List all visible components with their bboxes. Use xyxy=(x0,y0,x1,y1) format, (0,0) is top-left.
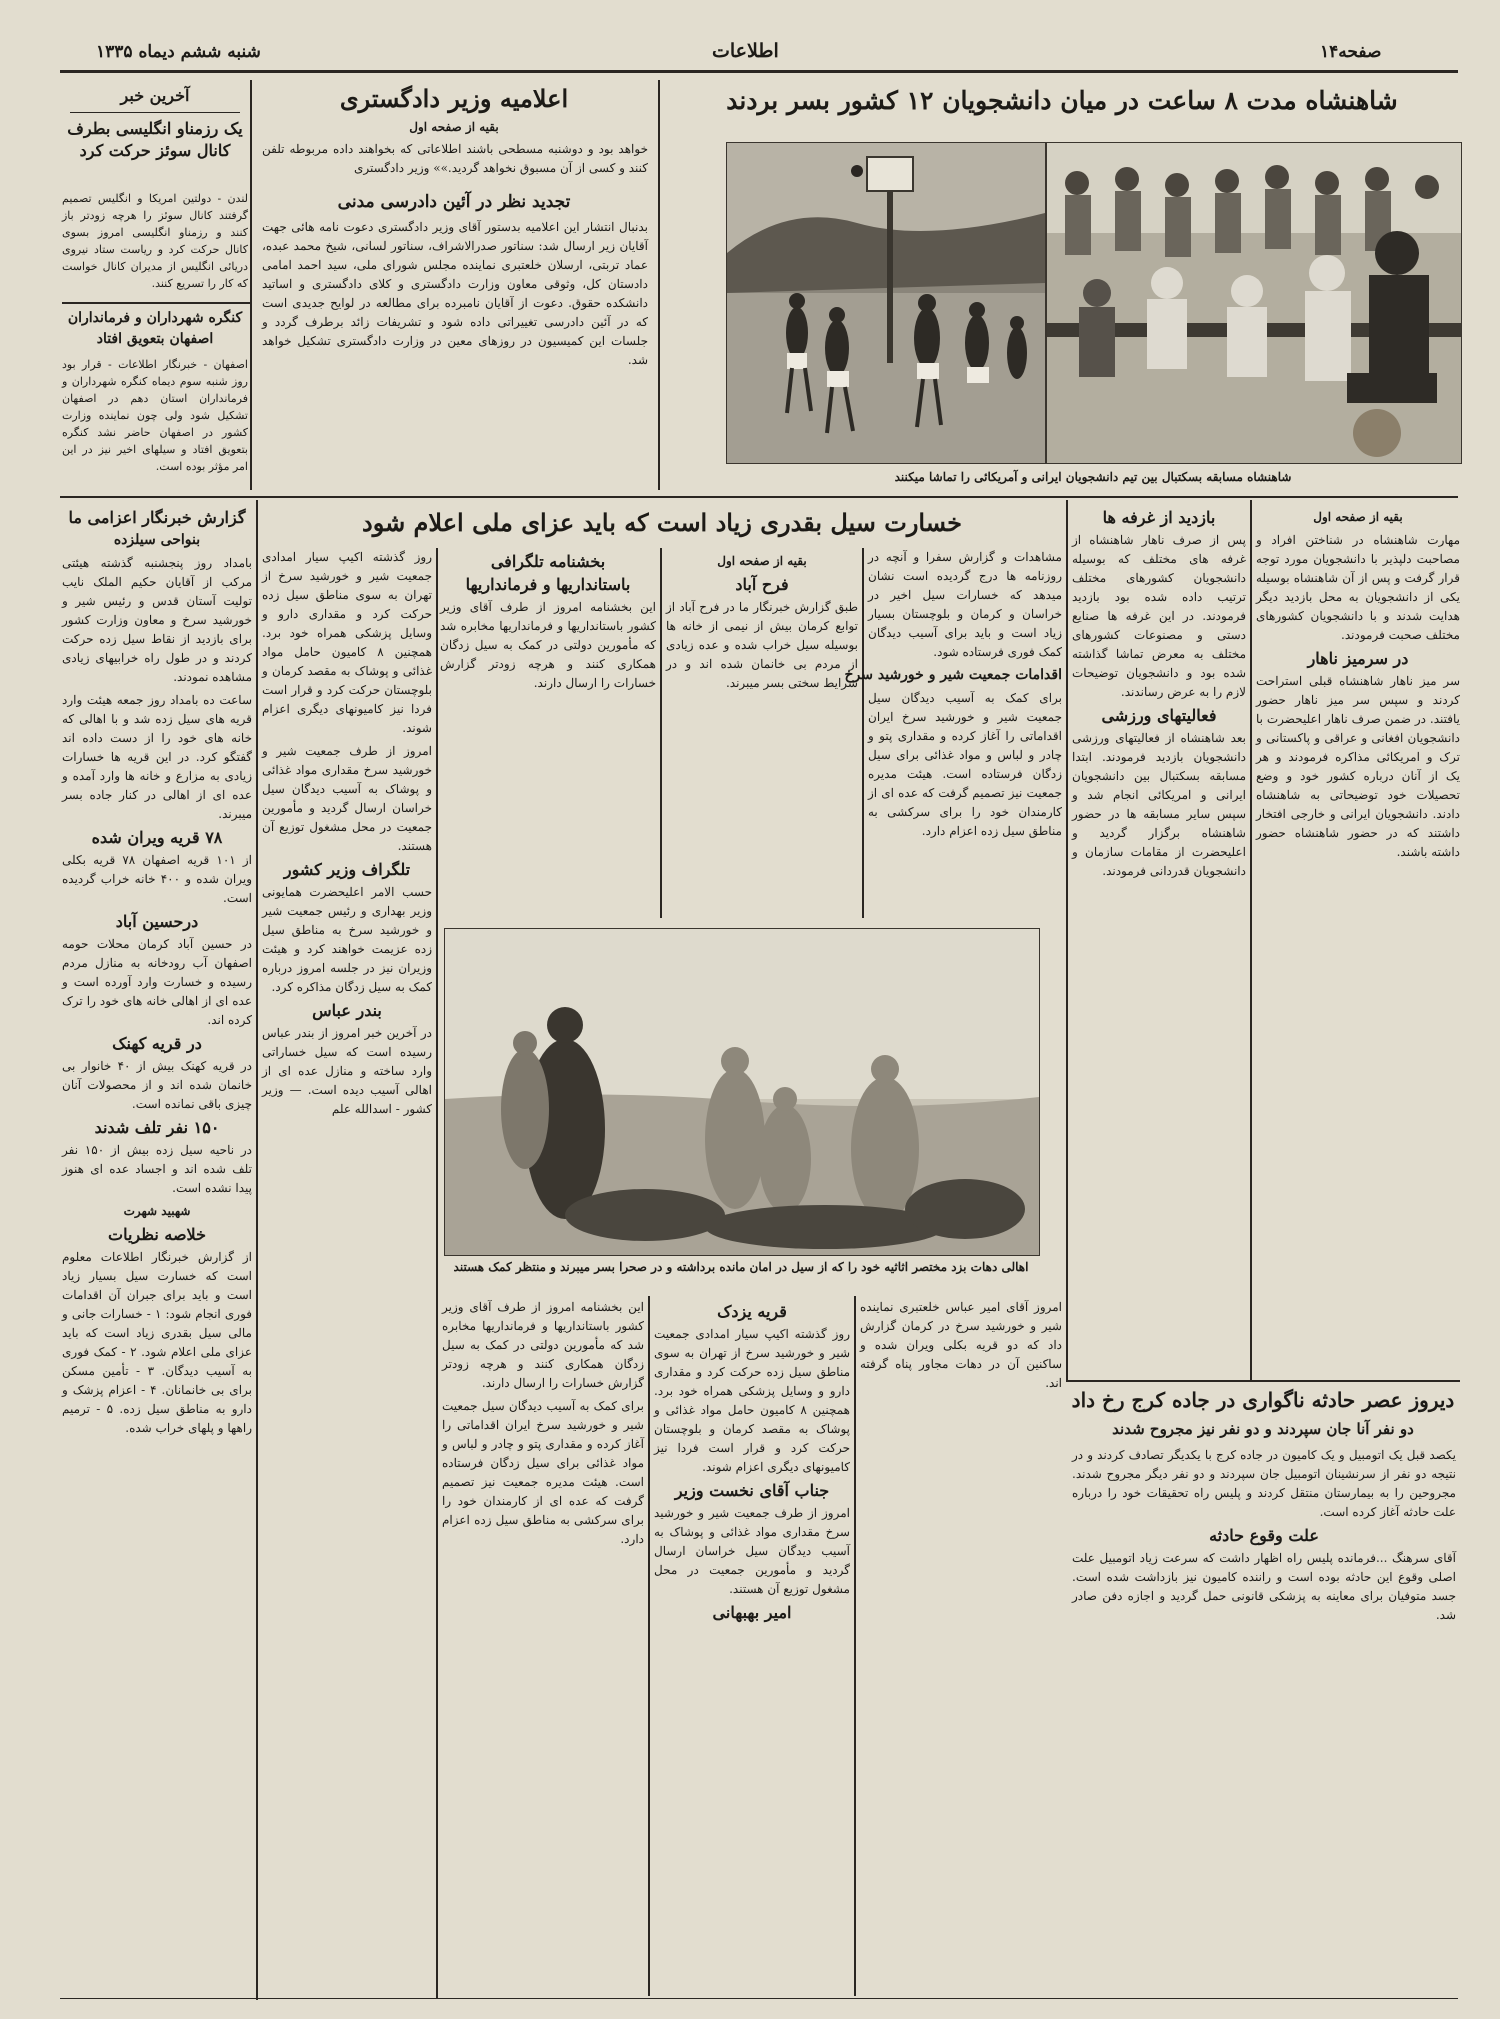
flood-col-3 xyxy=(440,548,656,916)
column-rule xyxy=(862,548,864,918)
flood-body2: طبق گزارش خبرنگار ما در فرح آباد از توابع کرمان بیش از نیمی از خانه ها بوسیله سیل خراب شده و عده زیادی از مردم بی خانمان شده اند و در شرایط سختی بسر میبرند. xyxy=(666,600,858,690)
red-lion-subhead: اقدامات جمعیت شیر و خورشید سرخ xyxy=(844,667,1062,683)
pm-subhead: جناب آقای نخست وزیر xyxy=(674,1481,830,1500)
flood-photo-caption: اهالی دهات بزد مختصر اثاثیه خود را که از سیل در امان مانده برداشته و در صحرا بسر میبرند و منتظر کمک هستند xyxy=(453,1260,1029,1274)
shah-headline: شاهنشاه مدت ۸ ساعت در میان دانشجویان ۱۲ کشور بسر بردند xyxy=(726,86,1398,115)
circular-subhead: بخشنامه تلگرافی xyxy=(490,552,606,571)
reporter-body2: ساعت ده بامداد روز جمعه هیئت وارد قریه های سیل زده شد و با اهالی که خانه های خود را از دست داده اند گفتگو کرد. در این قریه ها خسارات زیادی به مزارع و خانه ها وارد آمده و عده ای از اهالی در کنار جاده بسر میبرند. xyxy=(62,693,252,821)
column-rule xyxy=(1066,500,1068,1380)
yazdak-subhead: قریه یزدک xyxy=(717,1302,787,1321)
reporter-body5: در قریه کهنک بیش از ۴۰ خانوار بی خانمان شده اند و از محصولات آنان چیزی باقی نمانده است. xyxy=(62,1059,252,1111)
column-rule xyxy=(660,548,662,918)
accident-subhead: دو نفر آنا جان سپردند و دو نفر نیز مجروح شدند xyxy=(1112,1420,1414,1438)
column-rule xyxy=(1250,500,1252,1380)
governors-subhead: باستانداریها و فرمانداریها xyxy=(465,575,631,594)
flood-col-2 xyxy=(666,548,858,916)
shah-body3: پس از صرف ناهار شاهنشاه از غرفه های مختلف که بوسیله دانشجویان کشورهای مختلف ترتیب داده شده بود بازدید فرمودند. در این غرفه ها صنایع دستی و مصنوعات کشورهای مختلف به معرض تماشا گذاشته شده بود و دانشجویان توضیحات لازم را به عرض رساندند. xyxy=(1072,533,1246,699)
villages-ruined-subhead: ۷۸ قریه ویران شده xyxy=(91,828,223,847)
summary-subhead: خلاصه نظریات xyxy=(108,1225,206,1244)
issue-date: شنبه ششم دیماه ۱۳۳۵ xyxy=(96,42,261,62)
reporter-subhead: بنواحی سیلزده xyxy=(113,532,201,548)
column-rule xyxy=(256,500,258,2000)
flood-body3-repeat: این بخشنامه امروز از طرف آقای وزیر کشور باستانداریها و فرمانداریها مخابره شد که مأمورین دولتی در کمک به سیل زدگان همکاری کنند و هرچه زودتر گزارش خسارات را ارسال دارند. xyxy=(442,1300,644,1390)
flood-body3: این بخشنامه امروز از طرف آقای وزیر کشور باستانداریها و فرمانداریها مخابره شد که مأمورین دولتی در کمک به سیل زدگان همکاری کنند و هرچه زودتر گزارش خسارات را ارسال دارند. xyxy=(440,600,656,690)
masthead-rule xyxy=(60,70,1458,73)
latest-news-body: لندن - دولتین امریکا و انگلیس تصمیم گرفتند کانال سوئز را هرچه زودتر باز کنند و رزمناو انگلیسی امروز بسوی کانال حرکت کرد و ریاست ستاد نیروی دریائی انگلیس از مدیران کانال خواست که کار را تسریع کنند. xyxy=(62,192,248,290)
justice-headline: اعلامیه وزیر دادگستری xyxy=(339,84,569,113)
justice-subhead: تجدید نظر در آئین دادرسی مدنی xyxy=(337,192,571,212)
accident-body: یکصد قبل یک اتومبیل و یک کامیون در جاده کرج با یکدیگر تصادف کردند و در نتیجه دو نفر از سرنشینان اتومبیل جان سپردند و دو نفر دیگر مجروح شدند. مجروحین را به بیمارستان منتقل کردند و پلیس راه تحقیقات خود را درباره علت حادثه آغاز کرده است. xyxy=(1072,1448,1456,1519)
flood-intro: مشاهدات و گزارش سفرا و آنچه در روزنامه ها درج گردیده است نشان میدهد که خسارات سیل اخیر در خراسان و کرمان و بلوچستان بسیار زیاد است و باید برای آسیب دیدگان کمک فوری فرستاده شود. xyxy=(868,550,1062,659)
shah-col-right xyxy=(1256,504,1460,1376)
bandar-abbas-subhead: بندر عباس xyxy=(312,1001,382,1020)
shah-subhead-booths: بازدید از غرفه ها xyxy=(1102,508,1216,527)
shah-body2: سر میز ناهار شاهنشاه قبلی استراحت کردند و سپس سر میز ناهار حضور یافتند. در ضمن صرف ناهار اعلیحضرت با دانشجویان افغانی و عراقی و پاکستانی و ترک و امریکائی مذاکره فرمودند و هر یک از آنان درباره کشور خود و وضع تحصیلات خود توضیحاتی به شاهنشاه دادند. دانشجویان ایرانی و خارجی افتخار داشتند که در حضور شاهنشاه حضور داشته باشند. xyxy=(1256,674,1460,859)
column-rule xyxy=(658,80,660,490)
flood-body5: امروز از طرف جمعیت شیر و خورشید سرخ مقداری مواد غذائی و پوشاک به آسیب دیدگان سیل خراسان ارسال گردید و مأمورین جمعیت در محل مشغول توزیع آن هستند. xyxy=(262,744,432,853)
page-number: صفحه۱۴ xyxy=(1320,42,1382,62)
column-rule xyxy=(854,1296,856,1996)
column-rule xyxy=(250,80,252,490)
flood-body4: روز گذشته اکیپ سیار امدادی جمعیت شیر و خورشید سرخ از تهران به سوی مناطق سیل زده حرکت کرد و مقداری دارو و وسایل پزشکی همراه خود برد. همچنین ۸ کامیون حامل مواد غذائی و پوشاک به مقصد کرمان و بلوچستان حرکت کرد و قرار است فردا نیز کامیونهای دیگری اعزام شوند. xyxy=(262,550,432,735)
hosseinabad-subhead: درحسین آباد xyxy=(115,912,199,931)
column-rule xyxy=(436,548,438,1998)
bottom-rule xyxy=(60,1998,1458,1999)
reporter-headline: گزارش خبرنگار اعزامی ما xyxy=(68,508,246,527)
continued-label: بقیه از صفحه اول xyxy=(1313,510,1403,524)
kohnak-subhead: در قریه کهنک xyxy=(112,1034,202,1053)
accident-headline: دیروز عصر حادثه ناگواری در جاده کرج رخ داد xyxy=(1071,1388,1455,1412)
flood-body7: حسب الامر اعلیحضرت همایونی وزیر بهداری و رئیس جمعیت شیر و خورشید سرخ به مناطق سیل زده عزیمت خواهند کرد و هیئت وزیران نیز در جلسه امروز درباره کمک به سیل زدگان مذاکره کرد. xyxy=(262,885,432,994)
casualties-subhead: ۱۵۰ نفر تلف شدند xyxy=(94,1118,220,1137)
flood-col-1 xyxy=(844,548,1062,916)
shah-watching-photo xyxy=(1046,142,1462,464)
newspaper-name: اطلاعات xyxy=(712,40,779,62)
accident-body-column xyxy=(1072,1446,1456,1986)
basketball-photo xyxy=(726,142,1046,464)
reporter-body6: در ناحیه سیل زده بیش از ۱۵۰ نفر تلف شده اند و اجساد عده ای هنوز پیدا نشده است. xyxy=(62,1143,252,1195)
shah-subhead-lunch: در سرمیز ناهار xyxy=(1307,649,1409,668)
shah-body: مهارت شاهنشاه در شناختن افراد و مصاحبت دلپذیر با دانشجویان مورد توجه قرار گرفت و پس از آن شاهنشاه بوسیله یکی از دانشجویان به محل بازدید دیگر هدایت شدند و با دانشجویان کشورهای مختلف صحبت فرمودند. xyxy=(1256,533,1460,642)
flood-body1-repeat: برای کمک به آسیب دیدگان سیل جمعیت شیر و خورشید سرخ ایران اقداماتی را آغاز کرده و مقداری پتو و چادر و لباس و مواد غذائی برای سیل زدگان فرستاده است. هیئت مدیره جمعیت نیز تصمیم گرفت که عده ای از کارمندان خود را برای سرکشی به مناطق سیل زده اعزام دارد. xyxy=(442,1399,644,1546)
flood-body1: برای کمک به آسیب دیدگان سیل جمعیت شیر و خورشید سرخ ایران اقداماتی را آغاز کرده و مقداری پتو و چادر و لباس و مواد غذائی برای سیل زدگان فرستاده است. هیئت مدیره جمعیت نیز تصمیم گرفت که عده ای از کارمندان خود را برای سرکشی به مناطق سیل زده اعزام دارد. xyxy=(868,691,1062,838)
reporter-body1: بامداد روز پنجشنبه گذشته هیئتی مرکب از آقایان حکیم الملک نایب تولیت آستان قدس و رئیس شیر و خورشید سرخ و معاون وزارت کشور برای بازدید از نقاط سیل زده حرکت کردند و در طول راه خرابیهای زیادی مشاهده نمودند. xyxy=(62,556,252,684)
shah-body4: بعد شاهنشاه از فعالیتهای ورزشی دانشجویان بازدید فرمودند. ابتدا مسابقه بسکتبال بین دانشجویان ایرانی و امریکائی انجام شد و سپس سایر مسابقه ها در حضور شاهنشاه برگزار گردید و اعلیحضرت از مقامات سازمان و دانشجویان قدردانی فرمودند. xyxy=(1072,731,1246,878)
divider xyxy=(70,112,240,113)
flood-body4-repeat: روز گذشته اکیپ سیار امدادی جمعیت شیر و خورشید سرخ از تهران به سوی مناطق سیل زده حرکت کرد و مقداری دارو و وسایل پزشکی همراه خود برد. همچنین ۸ کامیون حامل مواد غذائی و پوشاک به مقصد کرمان و بلوچستان حرکت کرد و قرار است فردا نیز کامیونهای دیگری اعزام شوند. xyxy=(654,1327,850,1474)
flood-body6-lead: امروز آقای امیر عباس خلعتبری نماینده شیر و خورشید سرخ در کرمان گزارش داد که دو قریه بکلی ویران شده و ساکنین آن در دهات مجاور پناه گرفته اند. xyxy=(860,1300,1062,1390)
reporter-sub6: شهبید شهرت xyxy=(123,1204,191,1218)
divider xyxy=(62,302,250,304)
congress-body: اصفهان - خبرنگار اطلاعات - قرار بود روز شنبه سوم دیماه کنگره شهرداران و فرمانداران استان دهم در اصفهان تشکیل شود ولی چون نماینده وزارت کشور در اصفهان حاضر نشد کنگره بتعویق افتاد و سیلهای اخیر نیز در این امر مؤثر بوده است. xyxy=(62,358,248,473)
congress-headline: کنگره شهرداران و فرمانداران اصفهان بتعویق افتاد xyxy=(67,310,243,347)
section-rule xyxy=(60,496,1458,498)
flood-body8: در آخرین خبر امروز از بندر عباس رسیده است که سیل خساراتی وارد ساخته و منازل عده ای از اهالی آسیب دیده است. — وزیر کشور - اسدالله علم xyxy=(262,1026,432,1116)
continued-label: بقیه از صفحه اول xyxy=(717,554,807,568)
justice-sub-body: بدنبال انتشار این اعلامیه بدستور آقای وزیر دادگستری دعوت نامه هائی جهت آقایان زیر ارسال شد: سناتور صدرالاشراف، سناتور لسانی، شیخ محمد عبده، عماد تربتی، ارسلان خلعتبری نماینده مجلس شورای ملی، سید احمد امامی دادستان کل، وثوقی معاون وزارت دادگستری و کلای دادگستری و اساتید دانشکده حقوق. دعوت از آقایان نامبرده برای مطالعه در لوایح جدیدی است که در آئین دادرسی تغییراتی داده شود و تشریفات زائد برطرف گردد و جلسات این کمیسیون در روزهای معین در وزارت دادگستری تشکیل خواهد شد. xyxy=(262,220,648,367)
latest-news-label: آخرین خبر xyxy=(120,86,190,105)
flood-col-6 xyxy=(442,1298,644,1988)
reporter-body7: از گزارش خبرنگار اطلاعات معلوم است که خسارت سیل بسیار زیاد است و باید برای جبران آن اقدامات فوری انجام شود: ۱ - خسارات جانی و مالی سیل بقدری زیاد است که باید عزای ملی اعلام شود. ۲ - کمک فوری به آسیب دیدگان. ۳ - تأمین مسکن برای بی خانمانان. ۴ - اعزام پزشک و دارو به مناطق سیل زده. ۵ - ترمیم راهها و پلهای خراب شده. xyxy=(62,1250,253,1435)
flood-victims-photo xyxy=(444,928,1040,1256)
latest-news-headline: یک رزمناو انگلیسی بطرف کانال سوئز حرکت کرد xyxy=(67,119,243,160)
farahabad-subhead: فرح آباد xyxy=(735,575,789,594)
continued-label: بقیه از صفحه اول xyxy=(409,120,499,134)
flood-col-left xyxy=(262,548,432,1988)
flood-headline: خسارت سیل بقدری زیاد است که باید عزای ملی اعلام شود xyxy=(362,508,962,537)
reporter-column xyxy=(62,504,252,1994)
flood-col-4a xyxy=(860,1298,1062,1394)
flood-body5-repeat: امروز از طرف جمعیت شیر و خورشید سرخ مقداری مواد غذائی و پوشاک به آسیب دیدگان سیل خراسان ارسال گردید و مأمورین جمعیت در محل مشغول توزیع آن هستند. xyxy=(654,1506,850,1596)
shah-photo-caption: شاهنشاه مسابقه بسکتبال بین تیم دانشجویان ایرانی و آمریکائی را تماشا میکنند xyxy=(894,470,1292,484)
accident-body2: آقای سرهنگ ...فرمانده پلیس راه اظهار داشت که سرعت زیاد اتومبیل علت اصلی وقوع این حادثه بوده است و راننده کامیون نیز بازداشت شده است. جسد متوفیان برای معاینه به پزشکی قانونی حمل گردید و اجازه دفن صادر شد. xyxy=(1072,1551,1456,1622)
shah-col-second xyxy=(1072,504,1246,1376)
reporter-body4: در حسین آباد کرمان محلات حومه اصفهان آب رودخانه به منازل مردم رسیده و خسارت وارد آورده است و عده ای از اهالی خانه های خود را ترک کرده اند. xyxy=(62,937,252,1027)
reporter-body3: از ۱۰۱ قریه اصفهان ۷۸ قریه بکلی ویران شده و ۴۰۰ خانه خراب گردیده است. xyxy=(62,853,253,905)
interior-telegram-subhead: تلگراف وزیر کشور xyxy=(283,860,411,879)
column-rule xyxy=(648,1296,650,1996)
shah-subhead-sports: فعالیتهای ورزشی xyxy=(1101,706,1217,725)
accident-cause-subhead: علت وقوع حادثه xyxy=(1209,1526,1319,1545)
amir-behbahani-subhead: امیر بهبهانی xyxy=(712,1603,792,1622)
section-rule xyxy=(1066,1380,1460,1382)
justice-body: خواهد بود و دوشنبه مسطحی باشند اطلاعاتی که بخواهند داده مربوطه تلفن کنند و کسی از آن مسبوق نخواهد گردید.»» وزیر دادگستری xyxy=(262,142,648,175)
flood-col-5 xyxy=(654,1298,850,1988)
